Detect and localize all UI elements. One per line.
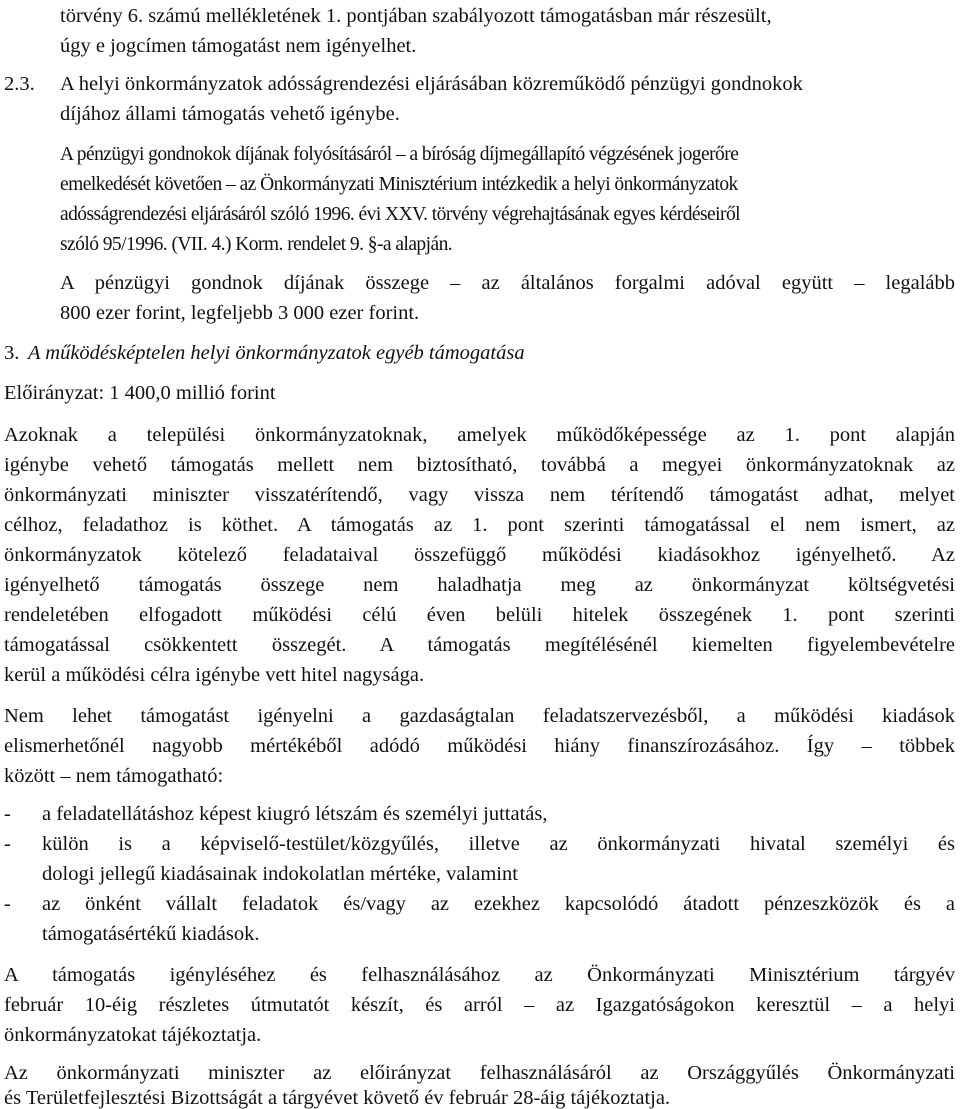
paragraph-line: február 10-éig részletes útmutatót készít, és arról – az Igazgatóságokon keresztül – a helyi — [4, 994, 955, 1016]
paragraph-line: és Területfejlesztési Bizottságát a tárgyévet követő év február 28-áig tájékoztatja. — [4, 1087, 671, 1109]
list-item-line: külön is a képviselő-testület/közgyűlés, illetve az önkormányzati hivatal személyi és — [42, 833, 955, 855]
paragraph-line: igényelhető támogatás összege nem haladhatja meg az önkormányzat költségvetési — [4, 574, 955, 596]
intro-line: úgy e jogcímen támogatást nem igényelhet. — [60, 35, 417, 57]
paragraph-line: A pénzügyi gondnok díjának összege – az általános forgalmi adóval együtt – legalább — [60, 272, 955, 294]
paragraph-line: szóló 95/1996. (VII. 4.) Korm. rendelet 9. §-a alapján. — [60, 234, 453, 255]
list-item-line: az önként vállalt feladatok és/vagy az ezekhez kapcsolódó átadott pénzeszközök és a — [42, 893, 955, 915]
list-item-line: dologi jellegű kiadásainak indokolatlan mértéke, valamint — [42, 863, 518, 885]
section-number: 3. — [4, 342, 20, 364]
list-dash: - — [4, 833, 11, 855]
appropriation-line: Előirányzat: 1 400,0 millió forint — [4, 382, 276, 404]
paragraph-line: adósságrendezési eljárásáról szóló 1996. évi XXV. törvény végrehajtásának egyes kérdéseiről — [60, 204, 741, 225]
intro-line: törvény 6. számú mellékletének 1. pontjában szabályozott támogatásban már részesült, — [60, 5, 772, 27]
section-heading-line: A helyi önkormányzatok adósságrendezési eljárásában közreműködő pénzügyi gondnokok — [60, 73, 803, 95]
paragraph-line: A pénzügyi gondnokok díjának folyósításáról – a bíróság díjmegállapító végzésének jogerőre — [60, 144, 739, 165]
paragraph-line: önkormányzatokat tájékoztatja. — [4, 1024, 262, 1046]
paragraph-line: rendeletében elfogadott működési célú éven belüli hitelek összegének 1. pont szerinti — [4, 604, 955, 626]
paragraph-line: 800 ezer forint, legfeljebb 3 000 ezer forint. — [60, 302, 420, 324]
section-heading-line: díjához állami támogatás vehető igénybe. — [60, 103, 400, 125]
paragraph-line: önkormányzatok kötelező feladataival összefüggő működési kiadásokhoz igényelhető. Az — [4, 544, 955, 566]
paragraph-line: között – nem támogatható: — [4, 765, 224, 787]
paragraph-line: Azoknak a települési önkormányzatoknak, amelyek működőképessége az 1. pont alapján — [4, 424, 955, 446]
paragraph-line: Nem lehet támogatást igényelni a gazdaságtalan feladatszervezésből, a működési kiadások — [4, 705, 955, 727]
list-dash: - — [4, 803, 11, 825]
paragraph-line: támogatással csökkentett összegét. A támogatás megítélésénél kiemelten figyelembevételre — [4, 634, 955, 656]
section-title: A működésképtelen helyi önkormányzatok egyéb támogatása — [28, 342, 525, 364]
section-number: 2.3. — [4, 73, 35, 95]
paragraph-line: elismerhetőnél nagyobb mértékéből adódó működési hiány finanszírozásához. Így – többek — [4, 735, 955, 757]
paragraph-line: igénybe vehető támogatás mellett nem biztosítható, továbbá a megyei önkormányzatoknak az — [4, 454, 955, 476]
paragraph-line: célhoz, feladathoz is köthet. A támogatás az 1. pont szerinti támogatással el nem ismert, az — [4, 514, 955, 536]
list-dash: - — [4, 893, 11, 915]
paragraph-line: A támogatás igényléséhez és felhasználásához az Önkormányzati Minisztérium tárgyév — [4, 964, 955, 986]
list-item-line: támogatásértékű kiadások. — [42, 923, 260, 945]
list-item-line: a feladatellátáshoz képest kiugró létszám és személyi juttatás, — [42, 803, 548, 825]
paragraph-line: Az önkormányzati miniszter az előirányzat felhasználásáról az Országgyűlés Önkormányzati — [4, 1062, 955, 1084]
paragraph-line: kerül a működési célra igénybe vett hitel nagysága. — [4, 664, 425, 686]
paragraph-line: önkormányzati miniszter visszatérítendő, vagy vissza nem térítendő támogatást adhat, melyet — [4, 484, 955, 506]
paragraph-line: emelkedését követően – az Önkormányzati Minisztérium intézkedik a helyi önkormányzatok — [60, 174, 738, 195]
